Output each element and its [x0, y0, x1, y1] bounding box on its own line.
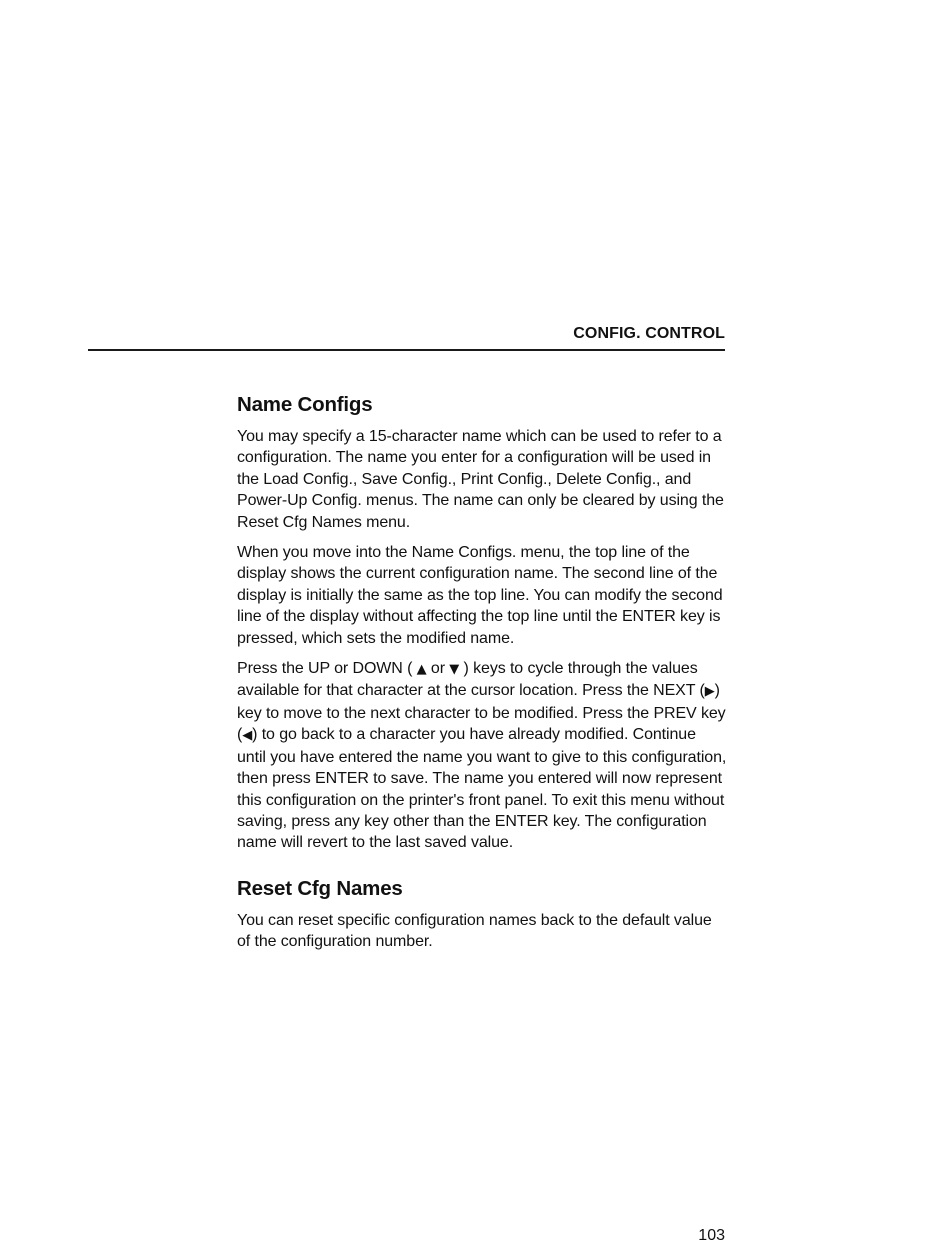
paragraph-name-configs-intro: You may specify a 15-character name which can be used to refer to a configuration. The name you enter for a configuration will be used in the Load Config., Save Config., Print Config., Delete Config., and Power-Up Config. menus. The name can only be cleared by using the Reset Cfg Names menu. — [237, 428, 724, 531]
keys-text-3: ) keys to cycle through the values available for that character at the cursor location. Press the NEXT ( — [237, 660, 705, 700]
keys-text-2: or — [426, 660, 450, 678]
page-content — [237, 392, 727, 962]
prev-arrow-icon: ◀ — [242, 728, 253, 744]
page-number: 103 — [698, 1227, 725, 1244]
next-arrow-icon: ▶ — [704, 684, 715, 700]
down-arrow-icon: ▼ — [449, 662, 460, 678]
up-arrow-icon: ▲ — [416, 662, 427, 678]
paragraph-name-configs-keys — [237, 658, 727, 854]
keys-text-1: Press the UP or DOWN ( — [237, 660, 417, 678]
heading-reset-cfg-names: Reset Cfg Names — [237, 876, 403, 900]
section-title: CONFIG. CONTROL — [573, 325, 725, 342]
keys-text-5: ) to go back to a character you have already modified. Continue until you have entered the name you want to give to this configuration, then press ENTER to save. The name you entered will now represent this configuration on the printer's front panel. To exit this menu without saving, press any key other than the ENTER key. The configuration name will revert to the last saved value. — [237, 726, 727, 852]
paragraph-reset-cfg-names: You can reset specific configuration names back to the default value of the configuration number. — [237, 911, 712, 951]
running-header — [88, 324, 725, 351]
keys-text-4: ) key to move to the next character to be modified. Press the PREV key ( — [237, 682, 726, 744]
heading-name-configs: Name Configs — [237, 393, 373, 416]
paragraph-name-configs-display: When you move into the Name Configs. menu, the top line of the display shows the current configuration name. The second line of the display is initially the same as the top line. You can modify the second line of the display without affecting the top line until the ENTER key is pressed, which sets the modified name. — [237, 544, 723, 647]
